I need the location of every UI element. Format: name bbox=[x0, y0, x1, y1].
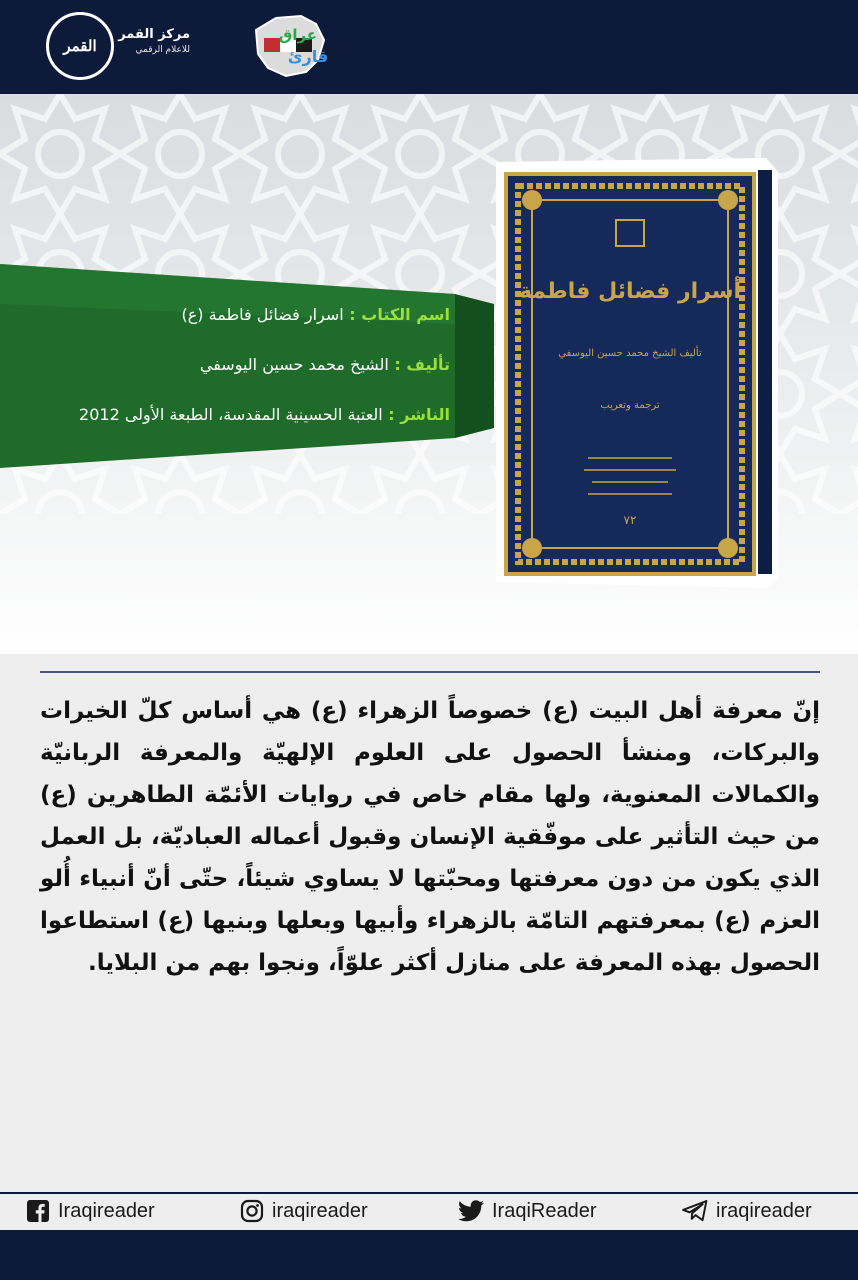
moon-center-logo bbox=[46, 12, 114, 80]
book-publisher-row bbox=[40, 400, 450, 450]
book-publisher-label: الناشر : bbox=[382, 405, 450, 424]
center-subtitle: للاعلام الرقمي bbox=[135, 45, 190, 55]
book-title-value: اسرار فضائل فاطمة (ع) bbox=[181, 305, 344, 324]
bottom-bar bbox=[0, 1230, 858, 1280]
facebook-link[interactable] bbox=[26, 1194, 155, 1228]
social-links bbox=[0, 1194, 858, 1228]
iraqi-reader-logo bbox=[246, 10, 338, 82]
cover-number: ٧٢ bbox=[623, 513, 637, 527]
instagram-icon bbox=[240, 1199, 264, 1223]
book-cover-image bbox=[488, 158, 778, 588]
article-text: إنّ معرفة أهل البيت (ع) خصوصاً الزهراء (ع) هي أساس كلّ الخيرات والبركات، ومنشأ الحصول على العلوم الإلهيّة والمعرفة الربانيّة والكمالات المعنوية، ولها مقام خاص في روايات الأئمّة الطاهرين (ع) من حيث التأثير على موفّقية الإنسان وقبول أعماله العباديّة، بل العمل الذي يكون من دون معرفتها ومحبّتها لا يساوي شيئاً، حتّى أنّ أنبياء أُلو العزم (ع) بمعرفتهم التامّة بالزهراء وأبيها وبعلها وبنيها (ع) استطاعوا الحصول بهذه المعرفة على منازل أكثر علوّاً، ونجوا بهم من البلايا. bbox=[40, 698, 820, 976]
book-title-row bbox=[40, 300, 450, 350]
book-author-label: تأليف : bbox=[388, 355, 450, 374]
cover-translator: ترجمة وتعريب bbox=[600, 400, 660, 411]
center-name: مركز القمر bbox=[118, 27, 190, 42]
reader-logo-word-1: عراق bbox=[278, 26, 318, 44]
book-info bbox=[40, 300, 450, 450]
logo-text: القمر bbox=[63, 37, 97, 55]
twitter-link[interactable] bbox=[458, 1194, 597, 1228]
book-author-row bbox=[40, 350, 450, 400]
book-publisher-value: العتبة الحسينية المقدسة، الطبعة الأولى 2012 bbox=[79, 405, 383, 424]
telegram-link[interactable] bbox=[682, 1194, 812, 1228]
twitter-handle: IraqiReader bbox=[492, 1199, 597, 1222]
facebook-icon bbox=[26, 1199, 50, 1223]
hero-section bbox=[0, 94, 858, 654]
reader-logo-word-2: قارئ bbox=[287, 47, 329, 66]
book-author-value: الشيخ محمد حسين اليوسفي bbox=[199, 355, 389, 374]
facebook-handle: Iraqireader bbox=[58, 1199, 155, 1222]
telegram-icon bbox=[682, 1200, 708, 1222]
section-divider bbox=[40, 671, 820, 673]
instagram-link[interactable] bbox=[240, 1194, 368, 1228]
instagram-handle: iraqireader bbox=[272, 1199, 368, 1222]
header-bar bbox=[0, 0, 858, 94]
book-title-label: اسم الكتاب : bbox=[343, 305, 450, 324]
twitter-icon bbox=[458, 1200, 484, 1222]
cover-author: تأليف الشيخ محمد حسين اليوسفي bbox=[558, 348, 702, 359]
cover-title: أسرار فضائل فاطمة bbox=[518, 279, 742, 304]
telegram-handle: iraqireader bbox=[716, 1199, 812, 1222]
